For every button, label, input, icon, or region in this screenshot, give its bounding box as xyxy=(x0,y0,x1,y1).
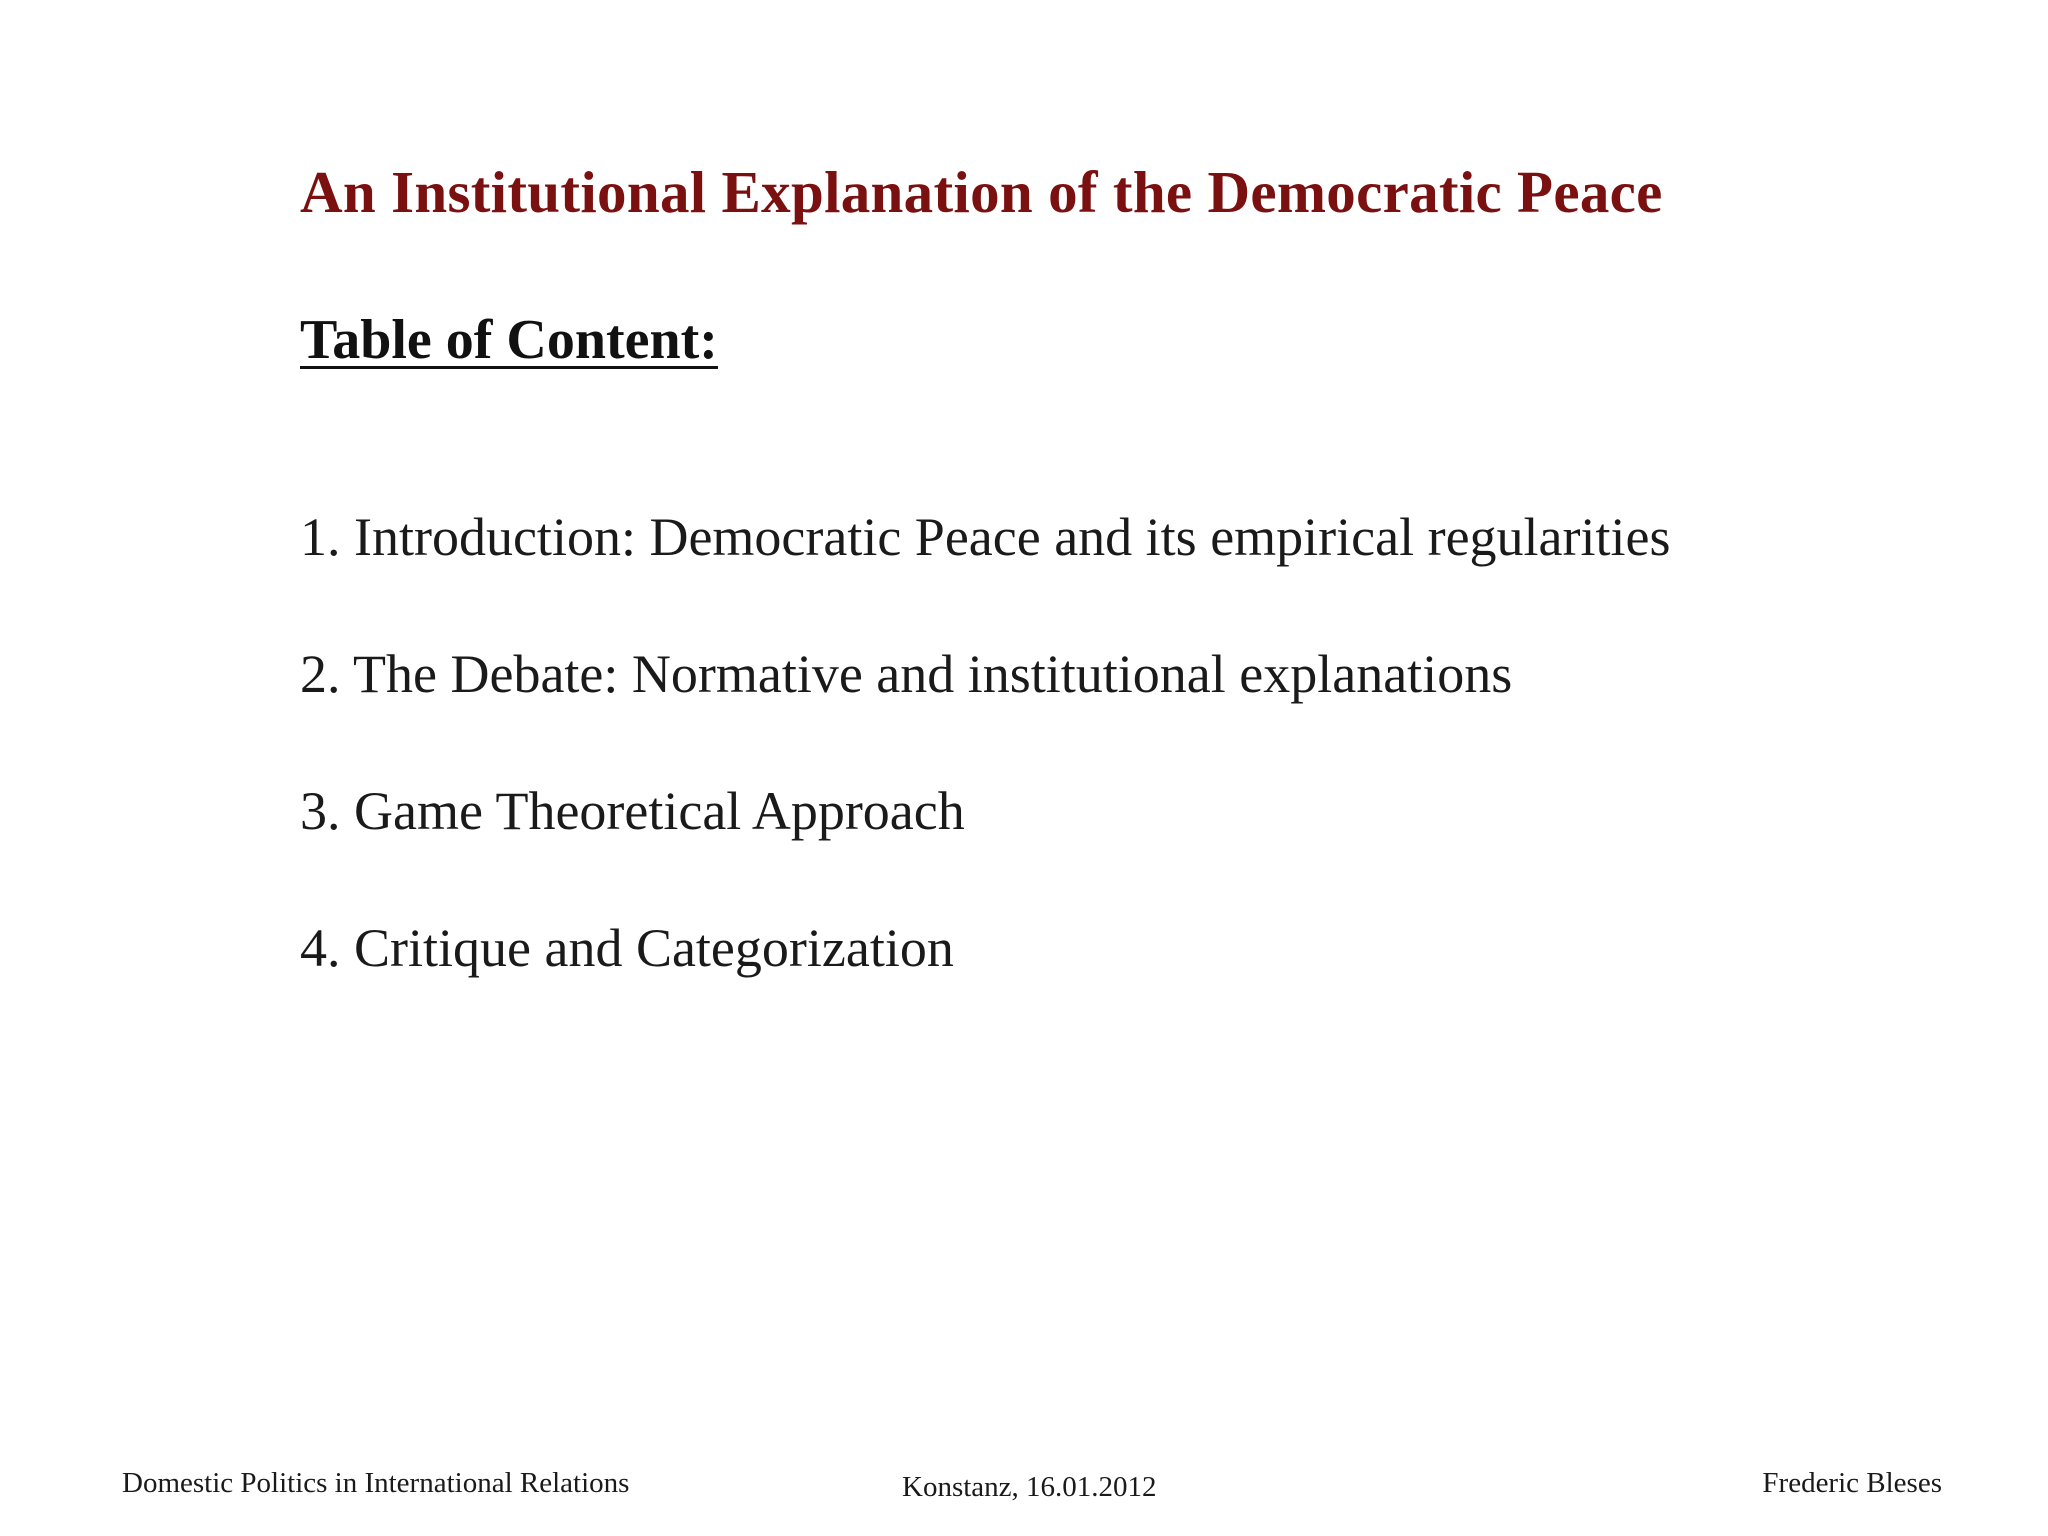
toc-item-debate: 2. The Debate: Normative and institutional explanations xyxy=(300,644,1513,704)
toc-item-introduction: 1. Introduction: Democratic Peace and its empirical regularities xyxy=(300,507,1671,567)
slide-title: An Institutional Explanation of the Democratic Peace xyxy=(300,159,1663,225)
footer-course: Domestic Politics in International Relations xyxy=(122,1467,630,1499)
toc-heading: Table of Content: xyxy=(300,309,718,371)
footer-author: Frederic Bleses xyxy=(1762,1467,1942,1499)
toc-item-game-theory: 3. Game Theoretical Approach xyxy=(300,781,965,841)
toc-list xyxy=(300,507,1671,1058)
footer-place-date: Konstanz, 16.01.2012 xyxy=(902,1471,1157,1503)
toc-item-critique: 4. Critique and Categorization xyxy=(300,918,954,978)
